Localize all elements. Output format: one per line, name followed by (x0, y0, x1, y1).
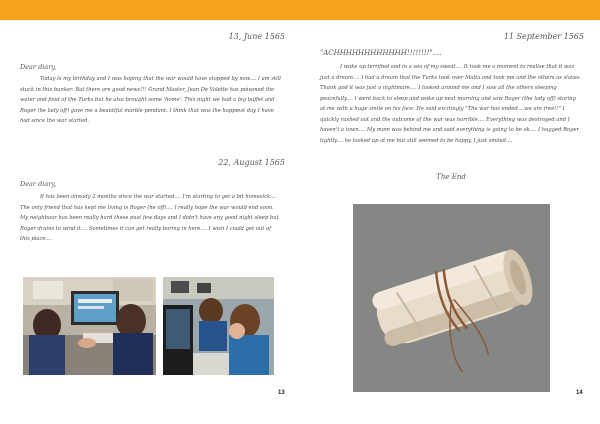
entry-salutation-1: Dear diary, (20, 63, 57, 71)
top-accent-bar (0, 0, 600, 20)
entry-body-2: It has been already 2 months since the war started.... I'm starting to get a bit homesick.... The only friend that has kept me living is Roger (he off).... I really hope the war would end soon. My neighbour has been really hard these past few days and I didn't have any good night sleep but Roger drains to wind it.... Sometimes it can get really boring in here.... I wish I could get out of this place.... (20, 194, 279, 242)
page-number-right: 14 (576, 390, 583, 396)
entry-date-1: 13, June 1565 (228, 32, 285, 41)
left-page (0, 20, 300, 424)
entry-date-2: 22, August 1565 (218, 158, 285, 167)
page-number-left: 13 (278, 390, 285, 396)
scroll-photo (353, 204, 550, 392)
entry-salutation-2: Dear diary, (20, 180, 57, 188)
classroom-photo-2 (163, 277, 274, 375)
shout-text: "ACHHHHHHHHHHHH!!!!!!!!".... (320, 49, 442, 57)
entry-body-3: I woke up terrified and in a sea of my sweat.... It took me a moment to realise that it was just a dream.... I had a dream that the Turks took over Malta and took me and the others as slaves. Thank god it was just a nightmare.... I looked around me and I saw all the others sleeping peacefully.... I went back to sleep and woke up next morning and saw Roger (the lady off) staring at me with a huge smile on his face. He said excitingly "The war has ended....we are free!!" I quickly rushed out and the outcome of the war was horrible.... Everything was destroyed and I haven't a town.... My mom was behind me and said everything is going to be ok.... I hugged Roger tightly.... he looked up at me but still seemed to be happy, I just smiled.... (320, 64, 582, 144)
entry-date-3: 11 September 1565 (503, 32, 584, 41)
the-end-text: The End (436, 173, 466, 181)
right-page (300, 20, 600, 424)
classroom-photo-1 (23, 277, 156, 375)
entry-body-1: Today is my birthday and I was hoping that the war would have stopped by now.... I am still stuck in this bunker. But there are good news!!! Grand Master, Jean De Valette has poisoned the water and food of the Turks but he also brought some 'home'. This night we had a big buffet and Roger (he lady off) gave me a beautiful marble pendant. I think that was the happiest day I have had since the war started. (20, 76, 281, 124)
